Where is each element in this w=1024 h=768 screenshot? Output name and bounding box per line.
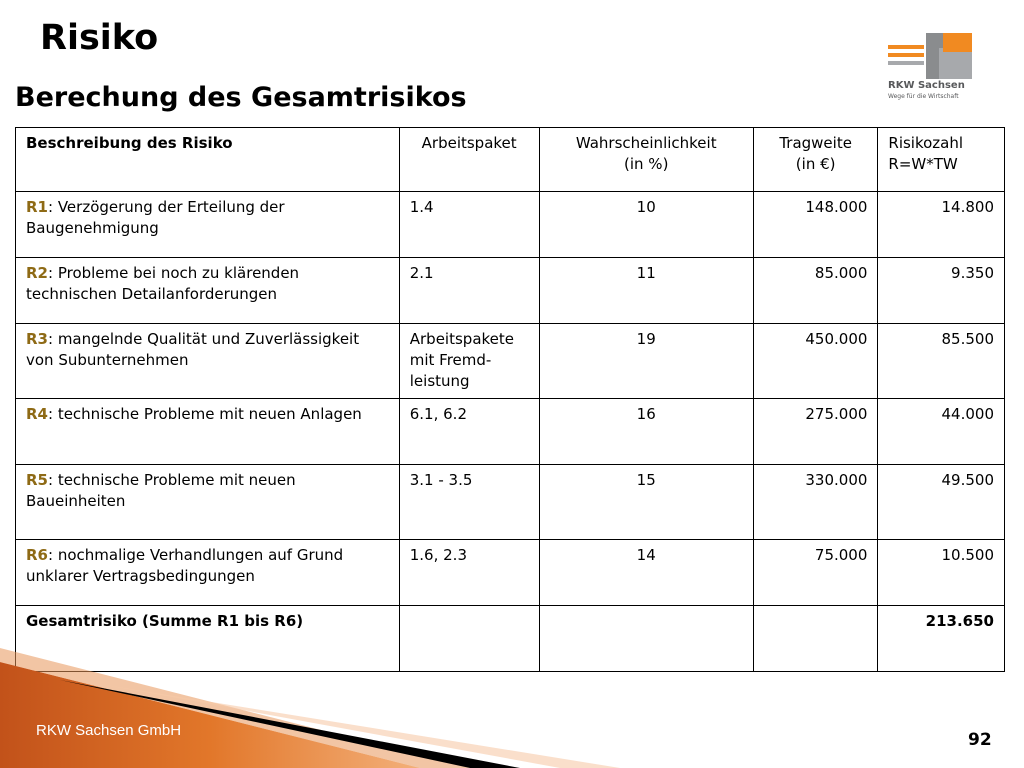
- logo-gray-inner-square: [939, 48, 972, 79]
- table-row: [16, 540, 1005, 606]
- footer-stripes: [0, 640, 620, 768]
- table-row: [16, 324, 1005, 399]
- header-description: Beschreibung des Risiko: [16, 128, 400, 192]
- footer-company: RKW Sachsen GmbH: [36, 722, 182, 739]
- risk-id: R5: [26, 471, 48, 489]
- risk-number: 85.500: [878, 324, 1005, 399]
- risk-number: 14.800: [878, 192, 1005, 258]
- probability: 19: [539, 324, 753, 399]
- impact: 450.000: [753, 324, 878, 399]
- logo-bar-1: [888, 45, 924, 49]
- slide-title: Risiko: [40, 18, 159, 58]
- probability: 15: [539, 465, 753, 540]
- impact: 330.000: [753, 465, 878, 540]
- risk-text: : Probleme bei noch zu klärenden technischen Detailanforderungen: [26, 264, 300, 303]
- logo-bar-2: [888, 53, 924, 57]
- header-probability-line2: (in %): [624, 155, 669, 173]
- risk-id: R1: [26, 198, 48, 216]
- work-package: 6.1, 6.2: [399, 399, 539, 465]
- header-impact: [753, 128, 878, 192]
- logo-name: RKW Sachsen: [888, 80, 965, 91]
- probability: 10: [539, 192, 753, 258]
- risk-description: [16, 465, 400, 540]
- probability: 14: [539, 540, 753, 606]
- table-header-row: [16, 128, 1005, 192]
- header-impact-line2: (in €): [795, 155, 836, 173]
- total-label: Gesamtrisiko (Summe R1 bis R6): [16, 606, 400, 672]
- header-probability-line1: Wahrscheinlichkeit: [575, 134, 717, 152]
- impact: 85.000: [753, 258, 878, 324]
- table-row: [16, 465, 1005, 540]
- risk-description: [16, 399, 400, 465]
- impact: 148.000: [753, 192, 878, 258]
- risk-description: [16, 540, 400, 606]
- work-package: Arbeitspakete mit Fremd-leistung: [399, 324, 539, 399]
- work-package: 1.6, 2.3: [399, 540, 539, 606]
- risk-text: : mangelnde Qualität und Zuverlässigkeit von Subunternehmen: [26, 330, 360, 369]
- header-probability: [539, 128, 753, 192]
- header-risk-number-line1: Risikozahl: [888, 134, 964, 152]
- risk-description: [16, 258, 400, 324]
- probability: 11: [539, 258, 753, 324]
- logo-bar-3: [888, 61, 924, 65]
- header-work-package: Arbeitspaket: [399, 128, 539, 192]
- logo-tagline: Wege für die Wirtschaft: [888, 93, 959, 100]
- risk-text: : nochmalige Verhandlungen auf Grund unklarer Vertragsbedingungen: [26, 546, 344, 585]
- logo-orange-square: [943, 33, 972, 52]
- risk-description: [16, 324, 400, 399]
- header-risk-number: [878, 128, 1005, 192]
- work-package: 1.4: [399, 192, 539, 258]
- risk-number: 49.500: [878, 465, 1005, 540]
- risk-table: [15, 127, 1005, 672]
- risk-description: [16, 192, 400, 258]
- page-number: 92: [968, 730, 992, 750]
- table-row: [16, 192, 1005, 258]
- risk-number: 44.000: [878, 399, 1005, 465]
- risk-text: : Verzögerung der Erteilung der Baugenehmigung: [26, 198, 285, 237]
- risk-text: : technische Probleme mit neuen Anlagen: [48, 405, 362, 423]
- rkw-logo: [886, 30, 986, 105]
- impact: 75.000: [753, 540, 878, 606]
- risk-number: 10.500: [878, 540, 1005, 606]
- work-package: 3.1 - 3.5: [399, 465, 539, 540]
- risk-id: R4: [26, 405, 48, 423]
- risk-id: R3: [26, 330, 48, 348]
- slide-subtitle: Berechung des Gesamtrisikos: [15, 82, 467, 113]
- header-risk-number-line2: R=W*TW: [888, 155, 958, 173]
- total-value: 213.650: [878, 606, 1005, 672]
- work-package: 2.1: [399, 258, 539, 324]
- table-row: [16, 399, 1005, 465]
- risk-id: R6: [26, 546, 48, 564]
- risk-number: 9.350: [878, 258, 1005, 324]
- risk-text: : technische Probleme mit neuen Baueinheiten: [26, 471, 296, 510]
- total-empty-cell: [753, 606, 878, 672]
- risk-id: R2: [26, 264, 48, 282]
- impact: 275.000: [753, 399, 878, 465]
- header-impact-line1: Tragweite: [779, 134, 852, 152]
- probability: 16: [539, 399, 753, 465]
- table-row: [16, 258, 1005, 324]
